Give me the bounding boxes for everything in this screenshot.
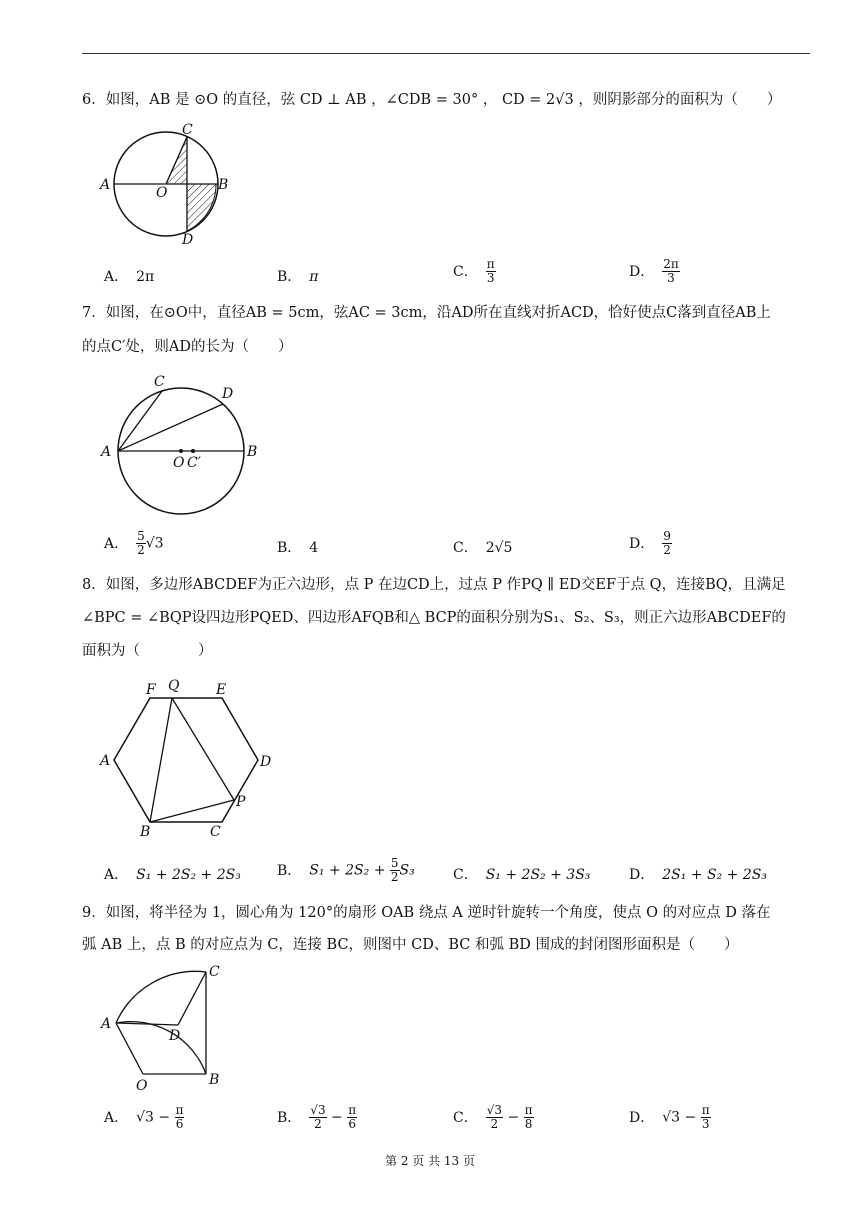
question-8-line1: 8．如图，多边形ABCDEF为正六边形，点 P 在边CD上，过点 P 作PQ ∥ ED交EF于点 Q，连接BQ，且满足: [82, 577, 786, 593]
question-7-line2: 的点C′处，则AD的长为（ ）: [82, 339, 293, 355]
q8-option-c[interactable]: C． S₁ + 2S₂ + 3S₃: [453, 867, 591, 883]
q7-option-c[interactable]: C． 2√5: [453, 540, 513, 556]
q6-label-A: A: [100, 177, 111, 193]
q7-label-O: O: [173, 455, 185, 471]
q7-label-C-prime: C′: [187, 455, 201, 471]
q7-option-b[interactable]: B． 4: [277, 540, 319, 556]
q8-label-E: E: [216, 682, 227, 698]
q9-label-O: O: [136, 1078, 148, 1094]
q8-label-Q: Q: [168, 678, 180, 694]
q9-label-A: A: [101, 1016, 112, 1032]
q9-label-C: C: [209, 964, 220, 980]
q7-label-A: A: [101, 444, 112, 460]
page-footer: 第 2 页 共 13 页: [385, 1154, 475, 1168]
question-9-line2: 弧 AB 上，点 B 的对应点为 C，连接 BC，则图中 CD、BC 和弧 BD 围成的封闭图形面积是（ ）: [82, 937, 739, 953]
question-9-figure: [98, 960, 238, 1100]
q8-option-d[interactable]: D． 2S₁ + S₂ + 2S₃: [629, 867, 767, 883]
q6-option-a[interactable]: A． 2π: [104, 269, 155, 285]
q9-option-d[interactable]: D． √3 − $\frac{\pi}{3}$: [629, 1103, 710, 1131]
q9-option-a[interactable]: A． √3 − $\frac{\pi}{6}$: [104, 1103, 184, 1131]
q9-label-D: D: [169, 1028, 181, 1044]
q8-label-B: B: [140, 824, 151, 840]
q9-option-b[interactable]: B． $\frac{√3}{2}$ − $\frac{\pi}{6}$: [277, 1103, 357, 1131]
question-9-line1: 9．如图，将半径为 1，圆心角为 120°的扇形 OAB 绕点 A 逆时针旋转一个角度，使点 O 的对应点 D 落在: [82, 905, 771, 921]
question-8-line2: ∠BPC = ∠BQP设四边形PQED、四边形AFQB和△ BCP的面积分别为S₁、S₂、S₃，则正六边形ABCDEF的: [82, 610, 786, 626]
q6-option-c[interactable]: C． $\frac{\pi}{3}$: [453, 257, 495, 285]
question-7-line1: 7．如图，在⊙O中，直径AB = 5cm，弦AC = 3cm，沿AD所在直线对折ACD，恰好使点C落到直径AB上: [82, 305, 771, 321]
question-8-line3: 面积为（ ）: [82, 643, 213, 659]
q8-option-b[interactable]: B． S₁ + 2S₂ + $\frac{5}{2}$ S₃: [277, 856, 415, 884]
q6-label-B: B: [218, 177, 229, 193]
q6-label-C: C: [182, 122, 193, 138]
q8-option-a[interactable]: A． S₁ + 2S₂ + 2S₃: [104, 867, 241, 883]
q7-option-d[interactable]: D． $\frac{9}{2}$: [629, 529, 671, 557]
q8-label-P: P: [236, 794, 246, 810]
question-8-figure: [98, 672, 278, 842]
q8-label-A: A: [100, 753, 111, 769]
question-6-figure: [98, 118, 248, 246]
q7-label-B: B: [247, 444, 258, 460]
q9-option-c[interactable]: C． $\frac{√3}{2}$ − $\frac{\pi}{8}$: [453, 1103, 533, 1131]
q6-option-d[interactable]: D． $\frac{2\pi}{3}$: [629, 257, 679, 285]
q7-option-a[interactable]: A． $\frac{5}{2}$ √3: [104, 529, 164, 557]
q9-label-B: B: [209, 1072, 220, 1088]
q7-label-C: C: [154, 374, 165, 390]
q6-option-b[interactable]: B． π: [277, 269, 319, 285]
header-rule: [82, 53, 810, 54]
q6-label-D: D: [182, 232, 194, 246]
q8-label-F: F: [146, 682, 156, 698]
question-6-text: 6．如图，AB 是 ⊙O 的直径，弦 CD ⊥ AB ，∠CDB = 30° ， CD = 2√3 ，则阴影部分的面积为（ ）: [82, 92, 782, 108]
q8-label-D: D: [260, 754, 272, 770]
question-7-figure: [98, 372, 268, 532]
q7-label-D: D: [222, 386, 234, 402]
q6-label-O: O: [156, 185, 168, 201]
q8-label-C: C: [210, 824, 221, 840]
